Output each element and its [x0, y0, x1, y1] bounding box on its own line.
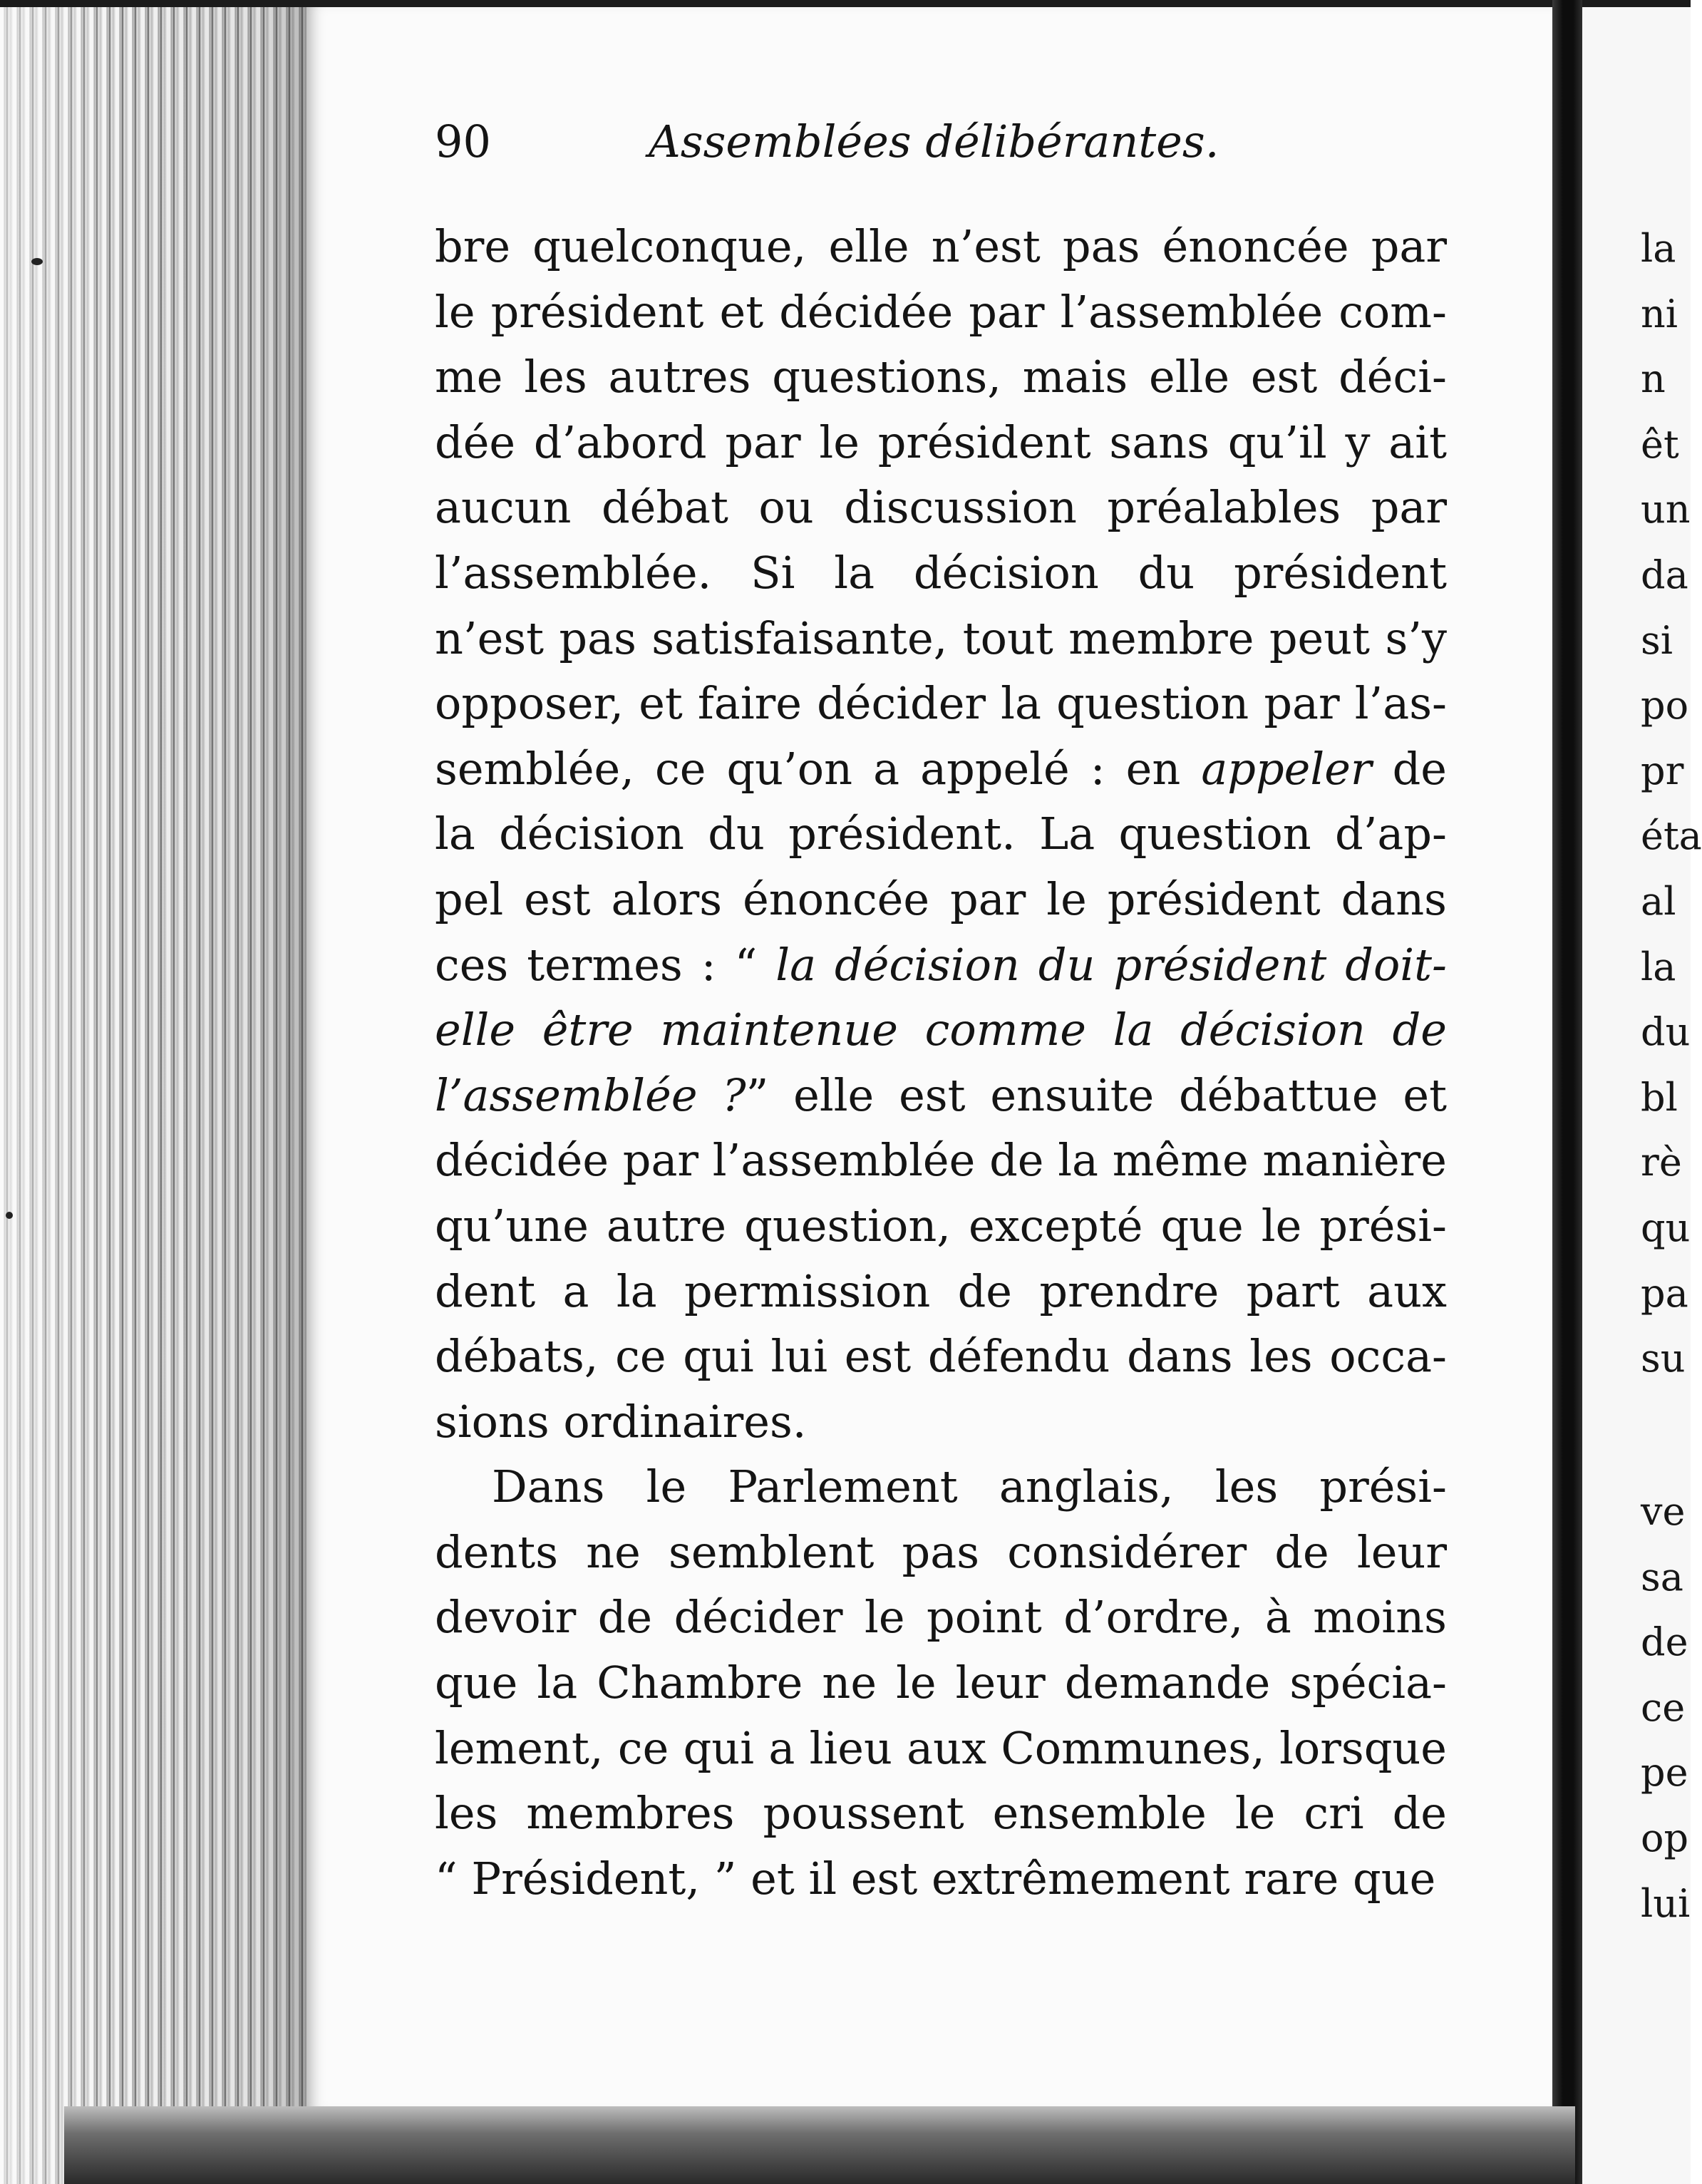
- next-page-fragment: pe: [1641, 1750, 1688, 1796]
- next-page-fragment: ce: [1641, 1684, 1686, 1730]
- text-segment: de: [1371, 742, 1447, 795]
- text-line: [435, 1063, 1447, 1128]
- text-segment: Dans le Parlement anglais, les prési-: [492, 1461, 1447, 1513]
- text-line: [435, 997, 1447, 1063]
- next-page-fragment: lui: [1641, 1880, 1691, 1926]
- text-line: [435, 1324, 1447, 1389]
- page-edge-shadow: [0, 0, 306, 2184]
- italic-segment: appeler: [1201, 742, 1372, 795]
- text-line: [435, 606, 1447, 671]
- text-line: [435, 410, 1447, 475]
- scan-speck: [6, 1212, 13, 1219]
- page-number: 90: [435, 115, 491, 168]
- next-page-fragment: pa: [1641, 1270, 1688, 1316]
- italic-segment: l’assemblée ?: [435, 1068, 746, 1121]
- next-page-fragment: si: [1641, 617, 1673, 663]
- text-line: [435, 279, 1447, 345]
- text-segment: pel est alors énoncée par le président dans: [435, 872, 1447, 925]
- book-gutter: [1552, 0, 1582, 2184]
- next-page-fragment: op: [1641, 1815, 1689, 1860]
- text-segment: opposer, et faire décider la question par l’as-: [435, 677, 1447, 730]
- next-page-fragment: rè: [1641, 1140, 1682, 1185]
- text-segment: semblée, ce qu’on a appelé : en: [435, 742, 1202, 795]
- text-segment: dents ne semblent pas considérer de leur: [435, 1525, 1447, 1578]
- text-line: [435, 1454, 1447, 1520]
- text-segment: les membres poussent ensemble le cri de: [435, 1787, 1447, 1840]
- next-page-fragment: êt: [1641, 421, 1679, 467]
- running-title: Assemblées délibérantes.: [649, 115, 1219, 168]
- text-segment: bre quelconque, elle n’est pas énoncée par: [435, 220, 1447, 272]
- text-segment: sions ordinaires.: [435, 1395, 807, 1448]
- text-line: [435, 1259, 1447, 1324]
- italic-segment: la décision du président doit-: [775, 938, 1447, 991]
- text-line: [435, 1716, 1447, 1781]
- text-line: [435, 736, 1447, 802]
- next-page-fragment: du: [1641, 1009, 1691, 1055]
- text-segment: la décision du président. La question d’ap-: [435, 808, 1447, 860]
- text-line: [435, 214, 1447, 279]
- text-segment: décidée par l’assemblée de la même manière: [435, 1134, 1447, 1187]
- text-line: [435, 1389, 1447, 1455]
- text-segment: dent a la permission de prendre part aux: [435, 1264, 1447, 1317]
- body-text: [435, 214, 1447, 1911]
- scan-bottom-border: [64, 2106, 1575, 2184]
- text-segment: n’est pas satisfaisante, tout membre peut s’y: [435, 612, 1447, 664]
- text-line: [435, 475, 1447, 540]
- next-page-fragment: n: [1641, 356, 1666, 402]
- page-header: [435, 115, 1433, 177]
- text-line: [435, 1585, 1447, 1650]
- next-page-fragment: po: [1641, 683, 1689, 728]
- next-page-fragment: sa: [1641, 1554, 1683, 1600]
- next-page-fragment: ve: [1641, 1489, 1686, 1534]
- next-page-fragment: éta: [1641, 813, 1702, 859]
- next-page-fragment: qu: [1641, 1205, 1691, 1250]
- text-line: [435, 344, 1447, 410]
- text-line: [435, 1128, 1447, 1193]
- text-segment: devoir de décider le point d’ordre, à moins: [435, 1591, 1447, 1644]
- next-page-fragment: su: [1641, 1336, 1686, 1381]
- text-line: [435, 1781, 1447, 1846]
- text-line: [435, 671, 1447, 736]
- text-line: [435, 1846, 1447, 1912]
- text-line: [435, 932, 1447, 998]
- next-page-fragment: da: [1641, 552, 1688, 597]
- text-line: [435, 1193, 1447, 1259]
- text-line: [435, 801, 1447, 867]
- text-segment: que la Chambre ne le leur demande spécia-: [435, 1657, 1447, 1709]
- scan-speck: [31, 258, 43, 265]
- text-segment: qu’une autre question, excepté que le prési-: [435, 1199, 1447, 1252]
- text-line: [435, 540, 1447, 606]
- next-page-fragment: de: [1641, 1619, 1688, 1665]
- text-segment: ces termes : “: [435, 938, 776, 991]
- text-segment: l’assemblée. Si la décision du président: [435, 546, 1447, 599]
- next-page-fragment: ni: [1641, 291, 1678, 336]
- next-page-edge: [1582, 7, 1702, 2184]
- scan-top-border: [0, 0, 1691, 7]
- text-segment: aucun débat ou discussion préalables par: [435, 481, 1447, 534]
- text-segment: débats, ce qui lui est défendu dans les occa-: [435, 1330, 1447, 1383]
- text-segment: me les autres questions, mais elle est déci-: [435, 351, 1447, 403]
- next-page-fragment: pr: [1641, 748, 1684, 793]
- text-segment: ” elle est ensuite débattue et: [746, 1068, 1447, 1121]
- italic-segment: elle être maintenue comme la décision de: [435, 1004, 1447, 1056]
- text-segment: lement, ce qui a lieu aux Communes, lorsque: [435, 1721, 1447, 1774]
- next-page-fragment: bl: [1641, 1074, 1678, 1120]
- text-segment: dée d’abord par le président sans qu’il y ait: [435, 416, 1447, 468]
- next-page-fragment: al: [1641, 879, 1676, 924]
- text-segment: le président et décidée par l’assemblée com-: [435, 285, 1447, 338]
- text-line: [435, 1650, 1447, 1716]
- next-page-fragment: la: [1641, 226, 1676, 271]
- next-page-fragment: un: [1641, 487, 1691, 532]
- text-line: [435, 867, 1447, 932]
- next-page-fragment: la: [1641, 944, 1676, 989]
- text-segment: “ Président, ” et il est extrêmement rare que: [435, 1852, 1436, 1905]
- text-line: [435, 1520, 1447, 1585]
